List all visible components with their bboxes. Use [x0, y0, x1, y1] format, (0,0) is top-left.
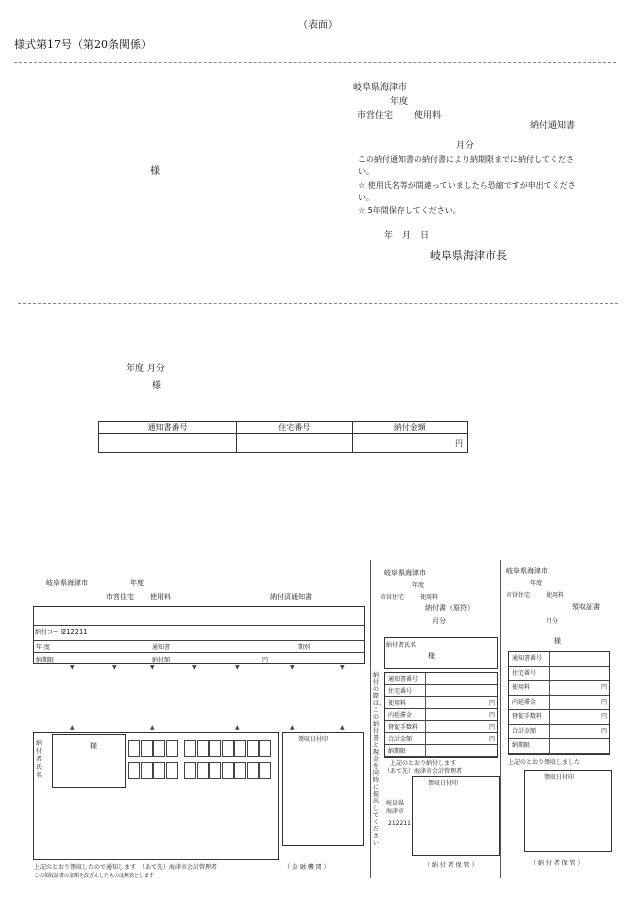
table-row [385, 673, 497, 685]
digit-cell [197, 762, 209, 779]
slip2-sama: 様 [428, 652, 435, 660]
cut-line-top [14, 62, 616, 63]
triangle-mark: ▲ [340, 724, 345, 731]
row-label: 使用料 [512, 684, 531, 691]
slip1-row-yen: 円 [262, 657, 269, 664]
table-cell-house-no [237, 434, 352, 453]
notice-issuer: 岐阜県海津市 [353, 83, 408, 93]
form-number: 様式第17号（第20条関係） [14, 38, 152, 51]
notice-date: 年 月 日 [384, 231, 430, 241]
row-yen: 円 [600, 713, 607, 720]
table-row [509, 710, 609, 725]
table-row [385, 685, 497, 697]
digit-cell [153, 740, 165, 757]
slip2-note2: （あて先）海津市会計管理者 [384, 768, 463, 775]
row-label: 督促手数料 [388, 724, 419, 731]
notice-housing: 市営住宅 [357, 111, 394, 121]
slip1-fee: 使用料 [150, 593, 171, 601]
slip2-stamp-box [412, 776, 500, 856]
slip1-sama: 様 [90, 742, 97, 750]
cut-line-middle [18, 303, 618, 304]
slip2-org-code: 212211 [388, 820, 411, 827]
table-row [509, 667, 609, 682]
slip1-issuer: 岐阜県海津市 [46, 579, 88, 587]
notice-instruction-1: この納付通知書の納付書により納期限までに納付してください。 [358, 155, 574, 176]
triangle-mark: ▼ [150, 664, 155, 671]
notice-month: 月分 [456, 141, 475, 151]
row-separator [425, 733, 426, 745]
digit-cell [141, 740, 153, 757]
row-label: 住宅番号 [388, 688, 413, 695]
table-row [385, 709, 497, 721]
notice-addressee: 様 [150, 166, 160, 177]
table-header-notice-no: 通知書番号 [99, 422, 237, 434]
notice-year: 年度 [390, 97, 409, 107]
slip1-row-period: 期別 [298, 644, 311, 651]
slip2-stamp-label: 領収日付印 [428, 780, 459, 787]
middle-sama: 様 [152, 381, 162, 391]
row-separator [549, 681, 550, 696]
notice-instruction-2: ☆ 使用氏名等が間違っていましたら恐縮ですが申出てください。 [358, 181, 576, 202]
digit-cell [222, 740, 234, 757]
row-label: 内延滞金 [388, 712, 413, 719]
row-label: 督促手数料 [512, 713, 543, 720]
row-label: 通知書番号 [512, 655, 543, 662]
slip3-housing: 市営住宅 [506, 592, 531, 599]
row-label: 合計金額 [388, 736, 413, 743]
digit-cell [128, 740, 140, 757]
digit-cell [234, 740, 246, 757]
triangle-mark: ▲ [235, 724, 240, 731]
table-row [385, 733, 497, 745]
row-yen: 円 [488, 736, 495, 743]
slip3-amount-table [508, 651, 610, 755]
slip1-year: 年度 [130, 579, 144, 587]
slip1-name-box [52, 734, 126, 788]
row-yen: 円 [600, 684, 607, 691]
table-row [385, 745, 497, 757]
table-header-amount: 納付金額 [352, 422, 468, 434]
row-separator [549, 696, 550, 711]
digit-cell [247, 762, 259, 779]
row-yen: 円 [600, 698, 607, 706]
row-label: 内延滞金 [512, 698, 537, 706]
slip2-name-label: 納付者氏名 [386, 642, 417, 649]
slip3-stamp-box [524, 770, 612, 852]
digit-cell [234, 762, 246, 779]
triangle-mark: ▼ [340, 664, 345, 671]
table-row [509, 725, 609, 740]
row-label: 通知書番号 [388, 676, 419, 683]
triangle-mark: ▲ [290, 724, 295, 731]
triangle-mark: ▲ [150, 724, 155, 731]
digit-cell [259, 740, 271, 757]
slip3-title: 領収証書 [572, 603, 600, 611]
slip3-note: 上記のとおり領収しました [508, 759, 581, 766]
slip1-row-amount: 納付額 [152, 657, 171, 664]
table-row [385, 721, 497, 733]
slip1-bank-mark: （ 金 融 機 関 ） [284, 864, 330, 871]
digit-cell [166, 762, 178, 779]
row-separator [549, 710, 550, 725]
amount-yen: 円 [455, 438, 463, 448]
table-row [385, 697, 497, 709]
digit-cell [153, 762, 165, 779]
slip2-note: 上記のとおり納付します [390, 760, 457, 767]
slip-divider-1 [370, 560, 371, 878]
slip3-sama: 様 [554, 637, 561, 645]
slip1-footer: 上記のとおり領収したので通知します （あて先）海津市会計管理者 [34, 864, 218, 871]
row-separator [549, 667, 550, 682]
slip1-row-year: 年 度 [36, 644, 50, 651]
row-separator [549, 725, 550, 740]
notice-fee: 使用料 [414, 111, 442, 121]
middle-period: 年度 月分 [126, 364, 165, 374]
digit-cell [209, 762, 221, 779]
slip1-title: 納付済通知書 [270, 593, 312, 601]
slip2-bottom: （ 納 付 者 保 管 ） [424, 862, 478, 869]
row-separator [549, 739, 550, 754]
triangle-mark: ▼ [112, 664, 117, 671]
slip1-footer-small: この領収証書の金額を改ざんしたものは無効とします [34, 873, 155, 879]
slip2-month: 月分 [432, 617, 446, 625]
slip1-code: 212211 [62, 628, 88, 636]
slip1-stamp-box [282, 732, 364, 846]
slip3-fee: 使用料 [546, 592, 565, 599]
row-yen: 円 [488, 712, 495, 719]
amount-table [98, 421, 468, 453]
digit-cell [259, 762, 271, 779]
slip1-digit-cells [128, 740, 276, 780]
row-label: 納期限 [388, 748, 407, 755]
digit-cell [184, 762, 196, 779]
row-label: 住宅番号 [512, 669, 537, 677]
slip2-issuer: 岐阜県海津市 [384, 569, 426, 577]
notice-instruction-3: ☆ 5年間保存してください。 [358, 206, 461, 215]
slip2-side-text: 納付の際は、この納付書と現金を同時に提出してください [373, 672, 386, 847]
slip1-row-notice: 通知書 [152, 644, 171, 651]
slip1-row-divider [33, 652, 365, 653]
side-label: （表面） [298, 20, 338, 31]
triangle-mark: ▼ [290, 664, 295, 671]
slip2-org: 岐阜県海津市 [386, 800, 405, 815]
slip1-housing: 市営住宅 [106, 593, 134, 601]
row-separator [425, 697, 426, 709]
triangle-mark: ▲ [70, 724, 75, 731]
table-row [509, 739, 609, 754]
digit-cell [141, 762, 153, 779]
table-row [509, 696, 609, 711]
digit-cell [128, 762, 140, 779]
row-separator [425, 721, 426, 733]
row-yen: 円 [488, 700, 495, 707]
row-label: 合計金額 [512, 727, 537, 735]
digit-cell [184, 740, 196, 757]
row-label: 使用料 [388, 700, 407, 707]
slip2-fee: 使用料 [420, 594, 439, 601]
table-header-house-no: 住宅番号 [237, 422, 352, 434]
slip3-stamp-label: 領収日付印 [544, 774, 575, 781]
row-yen: 円 [600, 727, 607, 735]
slip2-housing: 市営住宅 [380, 594, 405, 601]
digit-cell [197, 740, 209, 757]
slip3-issuer: 岐阜県海津市 [506, 567, 548, 575]
row-separator [425, 709, 426, 721]
slip1-row-divider [33, 640, 365, 641]
table-row [509, 681, 609, 696]
digit-cell [222, 762, 234, 779]
notice-mayor: 岐阜県海津市長 [430, 249, 507, 262]
table-cell-amount [352, 434, 468, 453]
slip1-stamp-label: 領収日付印 [298, 736, 329, 743]
slip-divider-2 [500, 560, 501, 878]
slip1-row-divider [33, 625, 365, 626]
slip2-year: 年度 [412, 582, 425, 589]
notice-title: 納付通知書 [530, 121, 576, 131]
slip2-amount-table [384, 672, 498, 758]
slip1-payer-label: 納付者氏名 [36, 740, 43, 779]
slip3-year: 年度 [530, 580, 543, 587]
digit-cell [166, 740, 178, 757]
slip1-code-label: 納付コード [35, 629, 66, 636]
digit-cell [247, 740, 259, 757]
table-cell-notice-no [99, 434, 237, 453]
digit-cell [209, 740, 221, 757]
triangle-mark: ▼ [235, 664, 240, 671]
triangle-mark: ▼ [70, 664, 75, 671]
slip2-title: 納付書（原符） [425, 604, 474, 612]
slip3-bottom: （ 納 付 者 保 管 ） [530, 860, 584, 867]
row-label: 納期限 [512, 742, 531, 749]
row-separator [425, 685, 426, 697]
slip1-row-due: 納期限 [36, 657, 55, 664]
slip3-month: 月分 [546, 618, 559, 625]
triangle-mark: ▼ [192, 664, 197, 671]
row-separator [425, 745, 426, 757]
table-row [509, 652, 609, 667]
row-yen: 円 [488, 724, 495, 731]
row-separator [425, 673, 426, 685]
row-separator [549, 652, 550, 667]
